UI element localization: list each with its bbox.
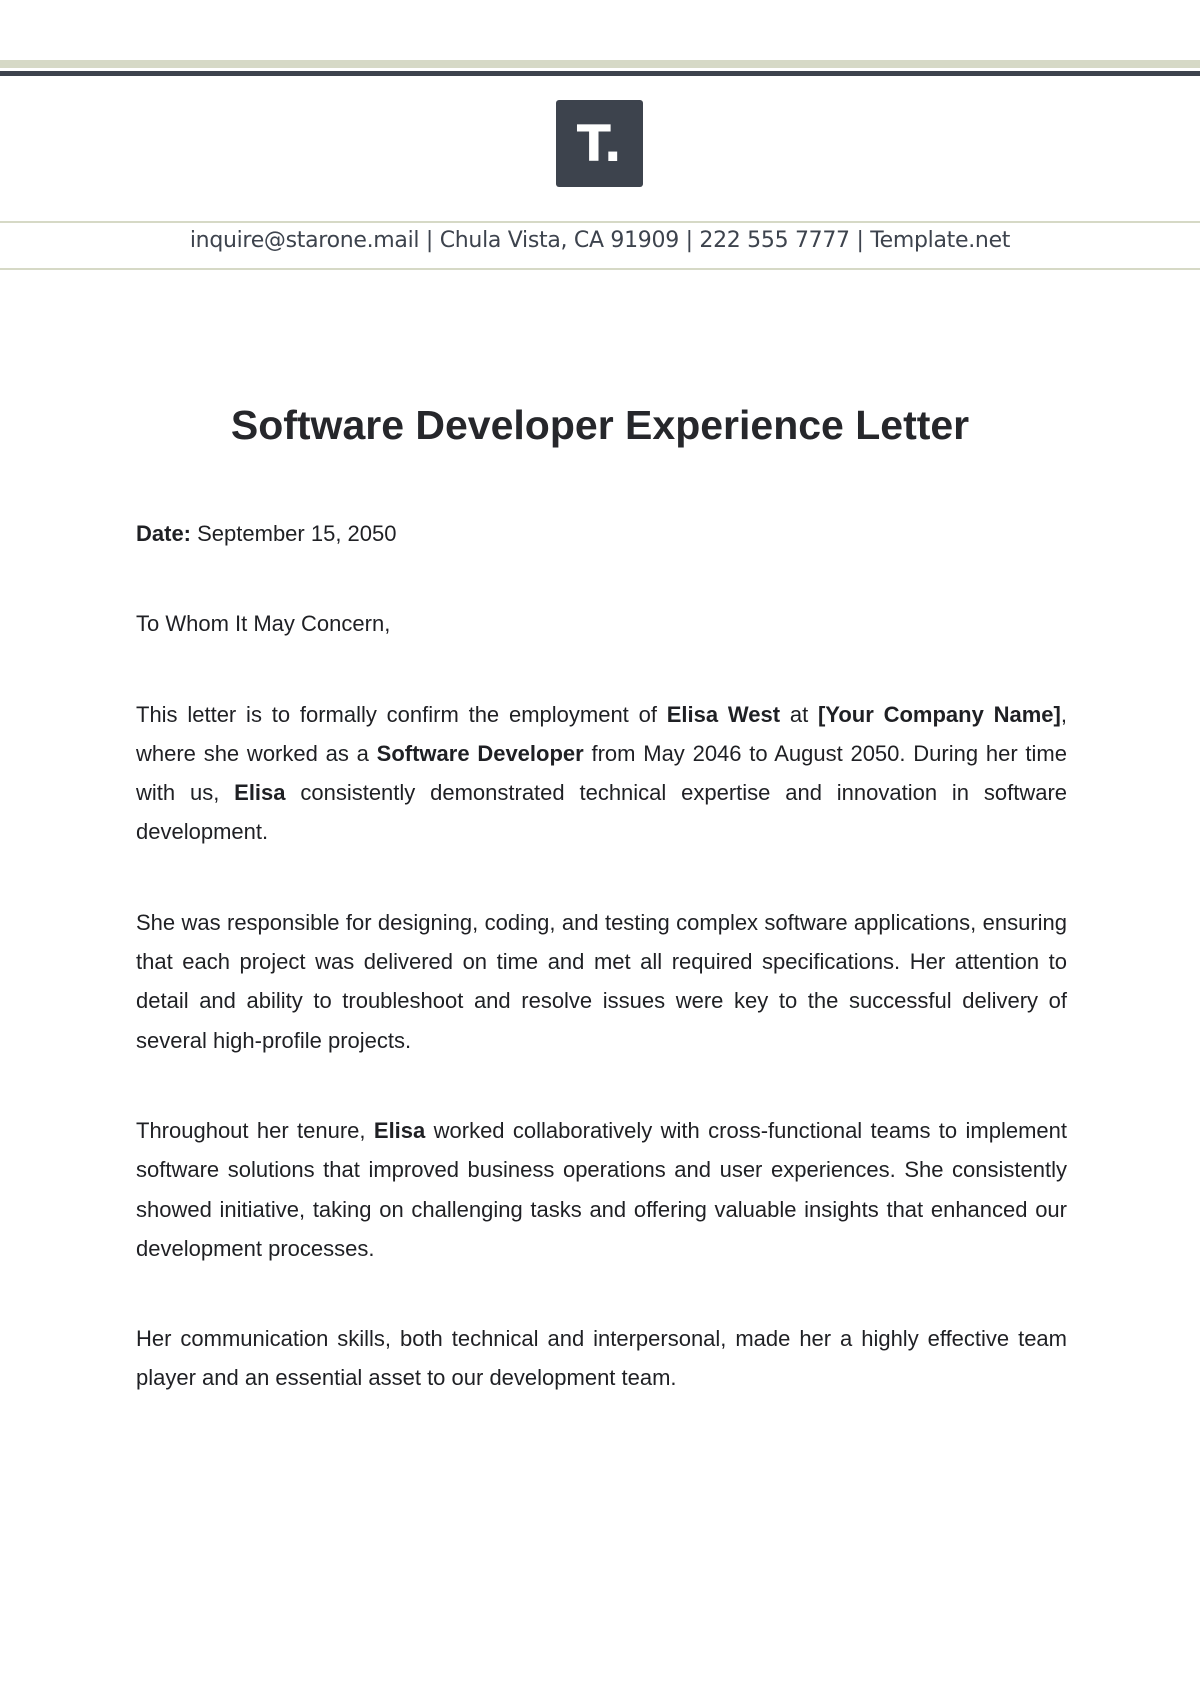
page-title: Software Developer Experience Letter [230, 402, 970, 448]
paragraph-1 [136, 695, 1067, 852]
text: at [780, 701, 818, 727]
company-logo [556, 100, 643, 187]
paragraph-3 [136, 1111, 1067, 1268]
logo-text: T. [576, 114, 623, 173]
employee-first-name: Elisa [373, 1117, 426, 1143]
text: worked collaboratively with cross-functional teams to implement software solutions that improved business operations and user experiences. She consistently showed initiative, taking on challenging tasks and offering valuable insights that enhanced our development processes. [136, 1117, 1067, 1261]
employee-name: Elisa West [666, 701, 781, 727]
text: This letter is to formally confirm the employment of [136, 701, 667, 727]
date-line [136, 514, 1067, 553]
divider [0, 268, 1200, 270]
contact-info: inquire@starone.mail | Chula Vista, CA 91909 | 222 555 7777 | Template.net [189, 228, 1011, 253]
date-value: September 15, 2050 [191, 521, 397, 546]
job-title: Software Developer [376, 740, 584, 766]
divider [0, 221, 1200, 223]
header-band-light [0, 60, 1200, 68]
employee-first-name: Elisa [234, 780, 286, 806]
paragraph-2: She was responsible for designing, coding, and testing complex software applications, ensuring that each project was delivered on time and met all required specifications. Her attention to detail and ability to troubleshoot and resolve issues were key to the successful delivery of several high-profile projects. [136, 909, 1067, 1053]
date-label: Date: [136, 521, 192, 546]
paragraph-4: Her communication skills, both technical and interpersonal, made her a highly effective team player and an essential asset to our development team. [136, 1326, 1067, 1391]
text: Throughout her tenure, [136, 1117, 374, 1143]
text: from May 2046 to August 2050. During her time with us, [136, 740, 1067, 806]
header-band-dark [0, 71, 1200, 76]
salutation: To Whom It May Concern, [136, 611, 391, 637]
letter-body [136, 514, 1067, 1449]
company-name: [Your Company Name] [817, 701, 1061, 727]
text: consistently demonstrated technical expertise and innovation in software development. [136, 780, 1067, 845]
text: , where she worked as a [136, 701, 1067, 766]
